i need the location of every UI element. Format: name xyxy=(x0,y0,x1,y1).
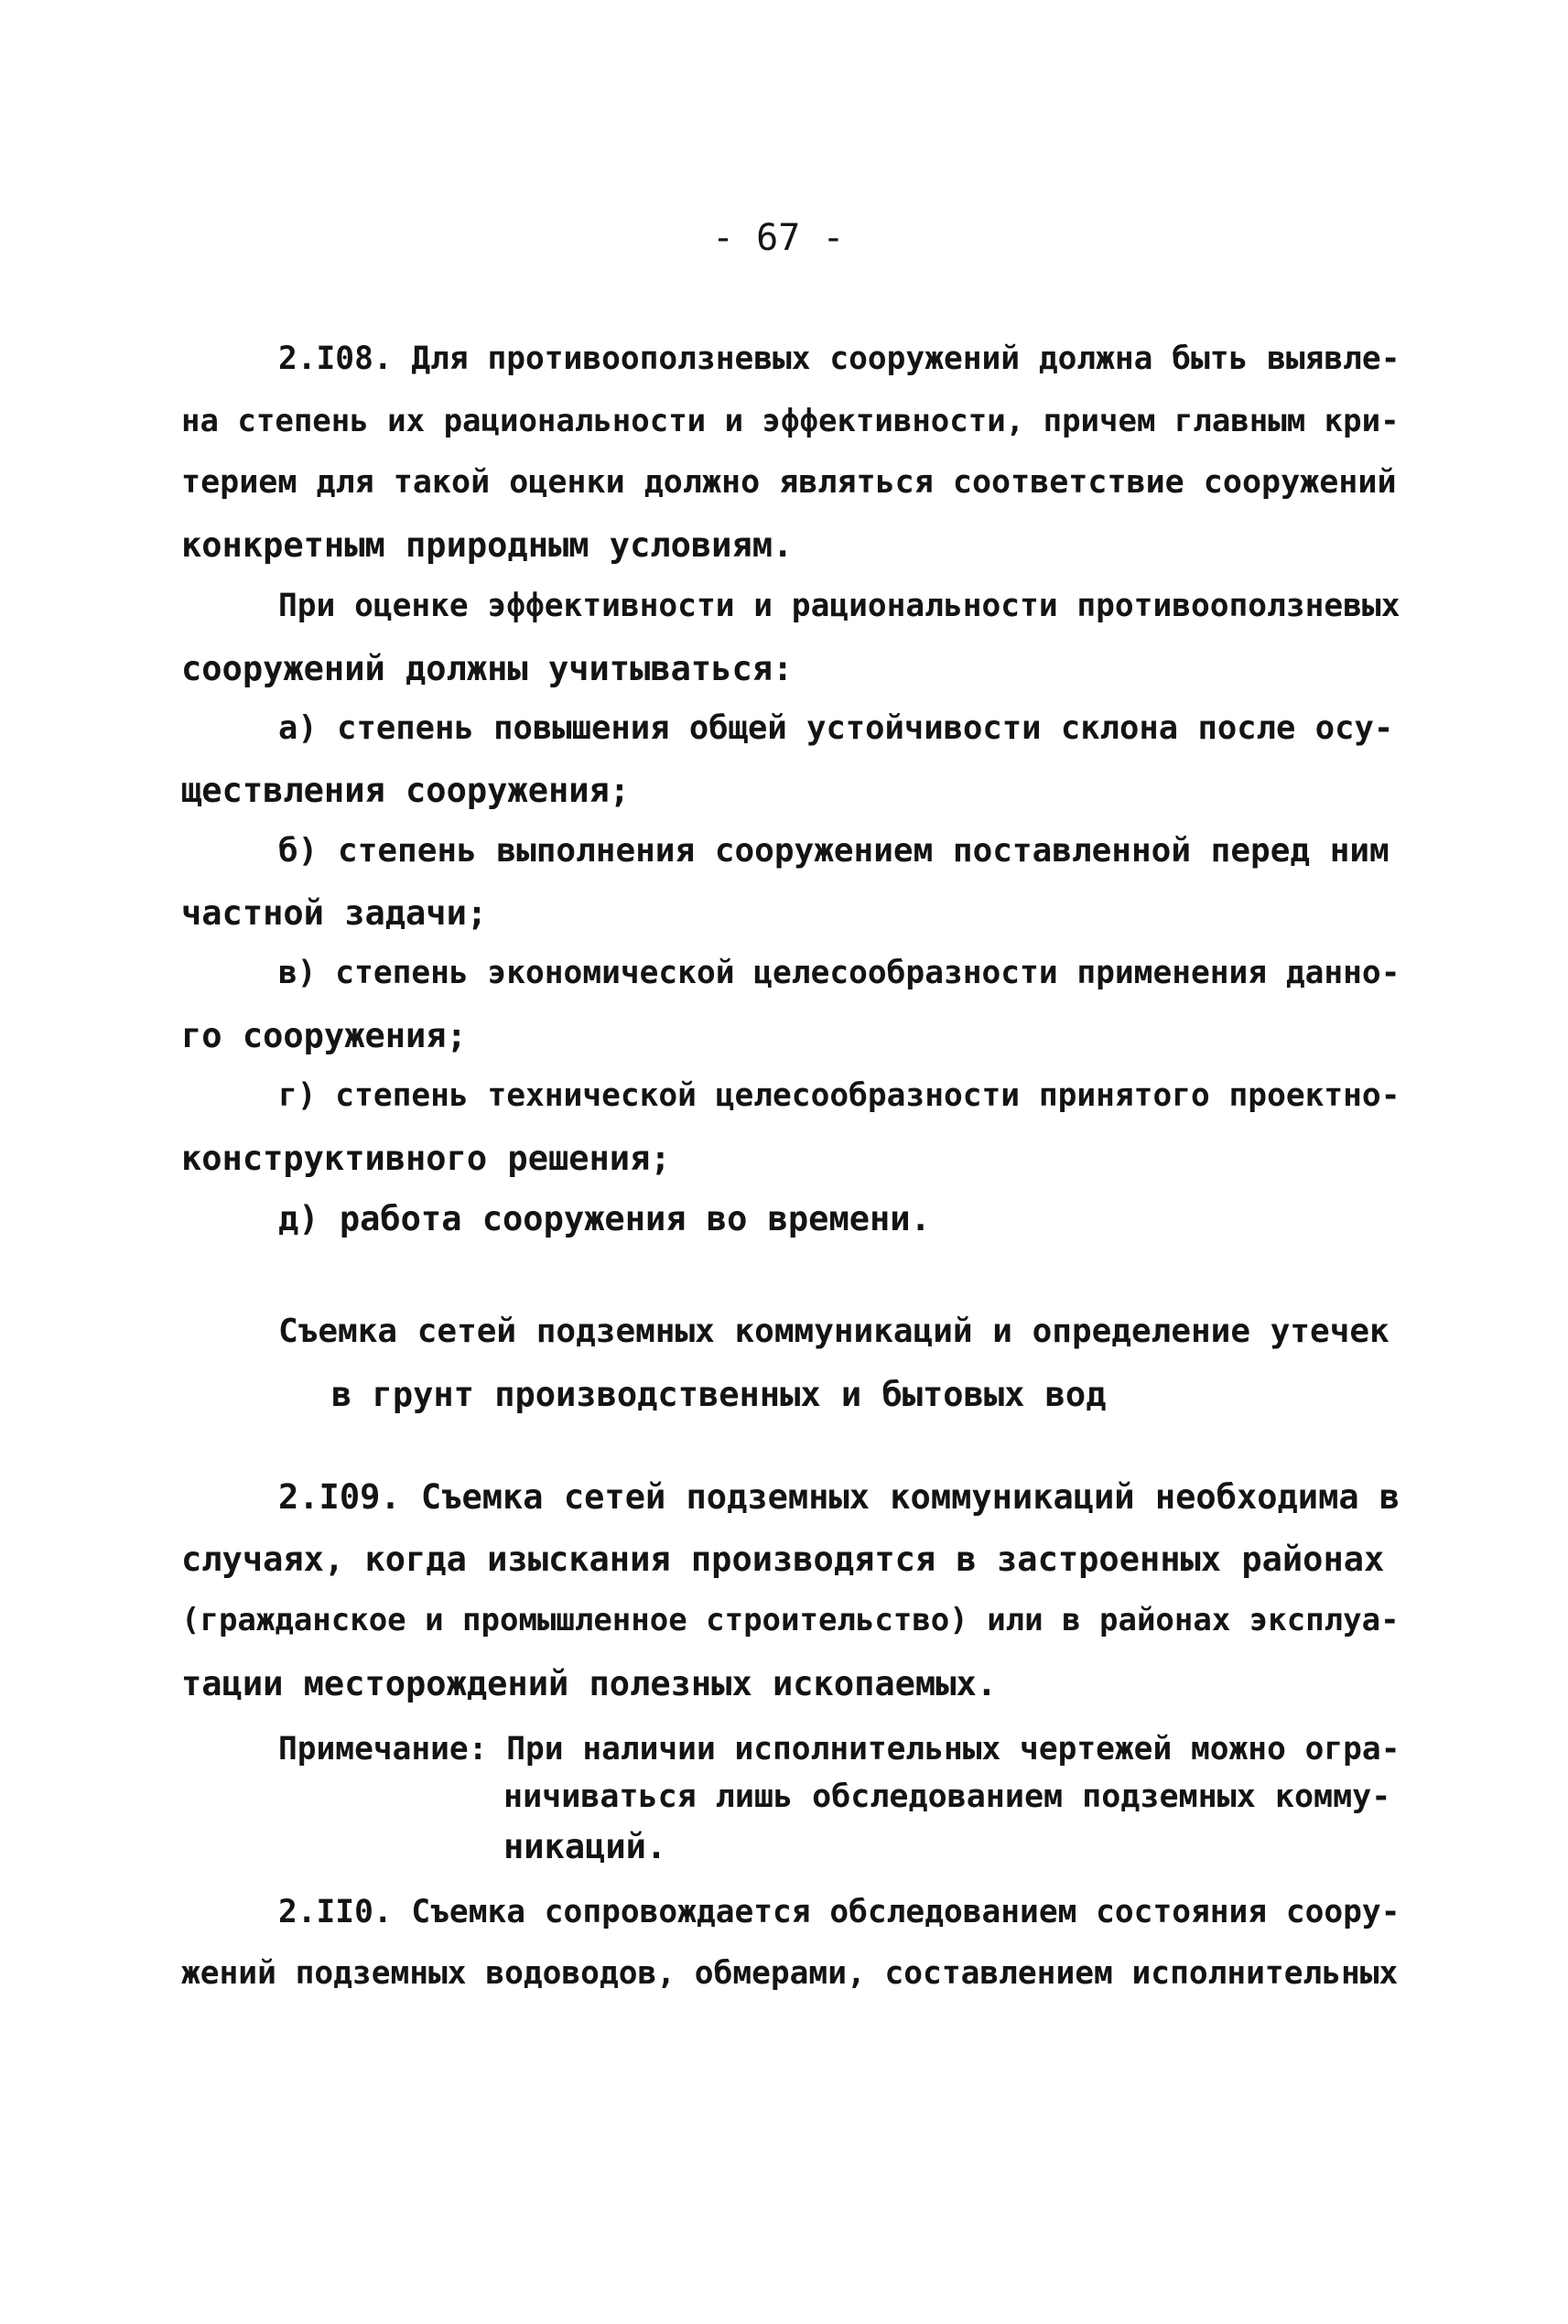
list-item-v-line-2: го сооружения; xyxy=(181,1016,467,1055)
list-item-a-line-2: ществления сооружения; xyxy=(181,771,631,810)
paragraph-2-110-line-2: жений подземных водоводов, обмерами, составлением исполнительных xyxy=(181,1955,1399,1992)
section-heading-line-1: Съемка сетей подземных коммуникаций и определение утечек xyxy=(278,1313,1390,1350)
list-item-d-line-1: д) работа сооружения во времени. xyxy=(278,1199,931,1238)
list-item-g-line-2: конструктивного решения; xyxy=(181,1139,671,1178)
list-item-b-line-2: частной задачи; xyxy=(181,893,488,933)
list-item-b-line-1: б) степень выполнения сооружением поставленной перед ним xyxy=(278,832,1390,870)
section-heading-line-2: в грунт производственных и бытовых вод xyxy=(331,1375,1107,1414)
paragraph-2-108-line-3: терием для такой оценки должно являться соответствие сооружений xyxy=(181,464,1397,501)
paragraph-2-108-line-1: 2.I08. Для противооползневых сооружений должна быть выявле- xyxy=(278,340,1400,377)
list-item-a-line-1: а) степень повышения общей устойчивости склона после осу- xyxy=(278,709,1394,747)
paragraph-evaluation-line-1: При оценке эффективности и рациональности противооползневых xyxy=(278,588,1400,624)
paragraph-evaluation-line-2: сооружений должны учитываться: xyxy=(181,649,794,688)
paragraph-2-109-line-2: случаях, когда изыскания производятся в застроенных районах xyxy=(181,1540,1385,1579)
paragraph-2-109-line-3: (гражданское и промышленное строительство) или в районах эксплуа- xyxy=(181,1602,1400,1638)
paragraph-2-108-line-4: конкретным природным условиям. xyxy=(181,525,794,565)
paragraph-2-109-line-4: тации месторождений полезных ископаемых. xyxy=(181,1664,998,1703)
list-item-g-line-1: г) степень технической целесообразности принятого проектно- xyxy=(278,1077,1400,1114)
page-number: - 67 - xyxy=(712,217,845,259)
list-item-v-line-1: в) степень экономической целесообразности применения данно- xyxy=(278,955,1400,991)
paragraph-2-110-line-1: 2.II0. Съемка сопровождается обследованием состояния соору- xyxy=(278,1894,1400,1930)
paragraph-2-108-line-2: на степень их рациональности и эффективности, причем главным кри- xyxy=(181,403,1400,439)
note-line-1: Примечание: При наличии исполнительных чертежей можно огра- xyxy=(278,1731,1400,1767)
paragraph-2-109-line-1: 2.I09. Съемка сетей подземных коммуникаций необходима в xyxy=(278,1477,1400,1517)
note-line-3: никаций. xyxy=(503,1827,667,1866)
note-line-2: ничиваться лишь обследованием подземных комму- xyxy=(503,1778,1391,1815)
